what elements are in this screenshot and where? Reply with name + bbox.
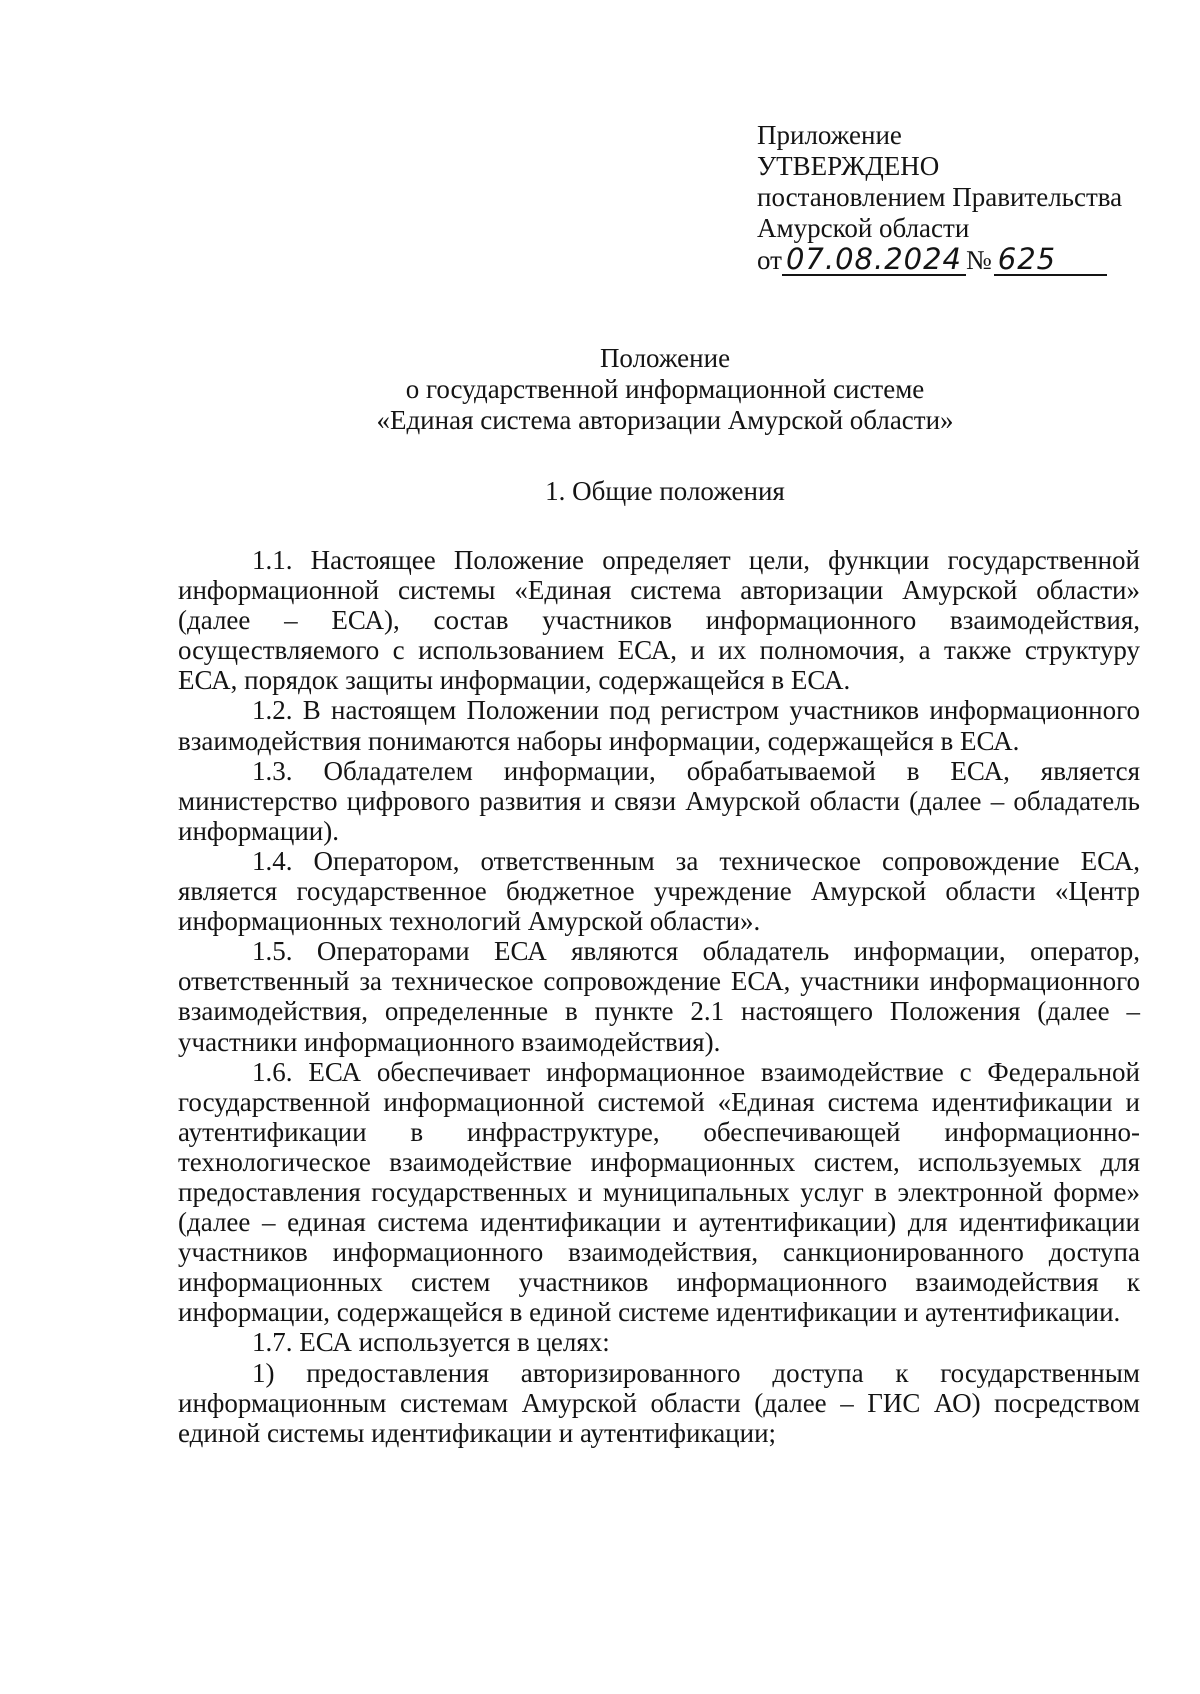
paragraph-1-7: 1.7. ЕСА используется в целях: — [252, 1327, 610, 1358]
approval-stamp-block — [757, 120, 1167, 276]
paragraph-1-6: 1.6. ЕСА обеспечивает информационное взаимодействие с Федеральной государственной информационной системой «Единая система идентификации и аутентификации в инфраструктуре, обеспечивающей информационно-технологическое взаимодействие информационных систем, используемых для предоставления государственных и муниципальных услуг в электронной форме» (далее – единая система идентификации и аутентификации) для идентификации участников информационного взаимодействия, санкционированного доступа информационных систем участников информационного взаимодействия к информации, содержащейся в единой системе идентификации и аутентификации. — [178, 1056, 1140, 1328]
from-label: от — [757, 245, 782, 275]
approved-label: УТВЕРЖДЕНО — [757, 151, 940, 181]
list-item-1: 1) предоставления авторизированного доступа к государственным информационным системам Амурской области (далее – ГИС АО) посредством единой системы идентификации и аутентификации; — [178, 1357, 1140, 1448]
number-sign-label: № — [966, 245, 992, 275]
title-line-2: о государственной информационной системе — [405, 374, 925, 404]
paragraph-1-4: 1.4. Оператором, ответственным за техническое сопровождение ЕСА, является государственное бюджетное учреждение Амурской области «Центр информационных технологий Амурской области». — [178, 845, 1140, 937]
title-line-1: Положение — [599, 343, 731, 373]
appendix-label: Приложение — [757, 120, 902, 150]
date-number-line — [757, 244, 1167, 276]
paragraph-1-2: 1.2. В настоящем Положении под регистром участников информационного взаимодействия понимаются наборы информации, содержащейся в ЕСА. — [178, 695, 1140, 756]
paragraph-1-3: 1.3. Обладателем информации, обрабатываемой в ЕСА, является министерство цифрового развития и связи Амурской области (далее – обладатель информации). — [178, 755, 1140, 846]
handwritten-number: 625 — [994, 244, 1107, 276]
document-title — [0, 343, 1200, 436]
paragraph-1-5: 1.5. Операторами ЕСА являются обладатель информации, оператор, ответственный за техническое сопровождение ЕСА, участники информационного взаимодействия, определенные в пункте 2.1 настоящего Положения (далее – участники информационного взаимодействия). — [178, 936, 1140, 1057]
handwritten-date: 07.08.2024 — [782, 244, 966, 276]
resolution-label: постановлением Правительства — [757, 182, 1123, 212]
region-label: Амурской области — [757, 213, 970, 243]
document-body — [178, 545, 1140, 1448]
title-line-3: «Единая система авторизации Амурской области» — [376, 405, 954, 435]
paragraph-1-1: 1.1. Настоящее Положение определяет цели, функции государственной информационной системы «Единая система авторизации Амурской области» (далее – ЕСА), состав участников информационного взаимодействия, осуществляемого с использованием ЕСА, и их полномочия, а также структуру ЕСА, порядок защиты информации, содержащейся в ЕСА. — [178, 545, 1140, 696]
section-heading: 1. Общие положения — [545, 476, 785, 506]
